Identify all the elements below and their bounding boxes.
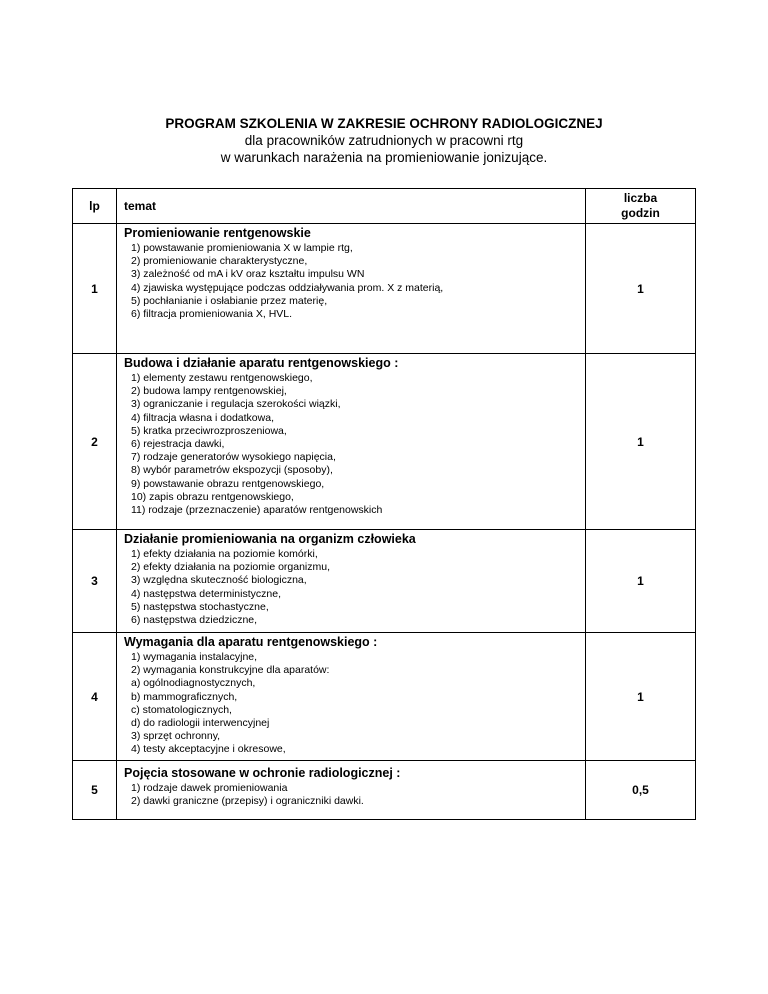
list-item: 3) zależność od mA i kV oraz kształtu impulsu WN [131, 268, 365, 281]
topic-items-list [124, 782, 585, 808]
topic-items-list [124, 548, 585, 627]
list-item: 5) kratka przeciwrozproszeniowa, [131, 424, 287, 437]
topic-cell [117, 761, 586, 820]
hours-count: 0,5 [586, 761, 696, 820]
column-header-hours-line-2: godzin [621, 206, 660, 220]
list-item: 7) rodzaje generatorów wysokiego napięcia, [131, 451, 336, 464]
table-row [73, 224, 696, 354]
list-item: 2) wymagania konstrukcyjne dla aparatów: [131, 664, 330, 677]
list-item: 2) efekty działania na poziomie organizmu, [131, 561, 331, 574]
list-item: 6) rejestracja dawki, [131, 438, 225, 451]
topic-title: Budowa i działanie aparatu rentgenowskiego : [124, 356, 399, 370]
list-item: 1) efekty działania na poziomie komórki, [131, 548, 318, 560]
document-title: PROGRAM SZKOLENIA W ZAKRESIE OCHRONY RADIOLOGICZNEJ [165, 116, 603, 131]
table-row [73, 633, 696, 761]
list-item: 5) pochłanianie i osłabianie przez materię, [131, 294, 328, 307]
list-item: 2) promieniowanie charakterystyczne, [131, 255, 308, 268]
column-header-temat: temat [117, 189, 586, 224]
table-row [73, 354, 696, 530]
document-header [0, 116, 768, 166]
list-item: d) do radiologii interwencyjnej [131, 717, 270, 730]
list-item: 3) względna skuteczność biologiczna, [131, 574, 307, 587]
list-item: 6) następstwa dziedziczne, [131, 614, 258, 627]
list-item: 2) budowa lampy rentgenowskiej, [131, 385, 287, 398]
topic-cell [117, 354, 586, 530]
list-item: a) ogólnodiagnostycznych, [131, 677, 256, 690]
topic-title: Promieniowanie rentgenowskie [124, 226, 311, 240]
column-header-hours-line-1: liczba [623, 191, 658, 205]
list-item: 4) filtracja własna i dodatkowa, [131, 411, 274, 424]
topic-title: Wymagania dla aparatu rentgenowskiego : [124, 635, 378, 649]
topic-cell [117, 224, 586, 354]
list-item: 3) sprzęt ochronny, [131, 730, 221, 743]
list-item: 3) ograniczanie i regulacja szerokości wiązki, [131, 398, 341, 411]
list-item: 2) dawki graniczne (przepisy) i ograniczniki dawki. [131, 795, 364, 808]
document-subtitle-line-2: w warunkach narażenia na promieniowanie jonizujące. [220, 150, 548, 165]
list-item: 1) wymagania instalacyjne, [131, 651, 258, 663]
list-item: 10) zapis obrazu rentgenowskiego, [131, 490, 294, 503]
topic-cell [117, 633, 586, 761]
topic-title: Pojęcia stosowane w ochronie radiologicznej : [124, 766, 401, 780]
list-item: 8) wybór parametrów ekspozycji (sposoby), [131, 464, 333, 477]
table-header-row [73, 189, 696, 224]
table-row [73, 761, 696, 820]
row-number: 1 [73, 224, 117, 354]
list-item: 9) powstawanie obrazu rentgenowskiego, [131, 477, 325, 490]
row-number: 4 [73, 633, 117, 761]
list-item: 4) następstwa deterministyczne, [131, 587, 281, 600]
topic-items-list [124, 651, 585, 757]
hours-count: 1 [586, 354, 696, 530]
hours-count: 1 [586, 633, 696, 761]
list-item: 11) rodzaje (przeznaczenie) aparatów rentgenowskich [131, 504, 383, 517]
training-program-table [72, 188, 696, 820]
topic-items-list [124, 372, 585, 517]
list-item: 6) filtracja promieniowania X, HVL. [131, 308, 293, 321]
list-item: 5) następstwa stochastyczne, [131, 600, 269, 613]
row-number: 5 [73, 761, 117, 820]
table-row [73, 530, 696, 633]
list-item: 4) testy akceptacyjne i okresowe, [131, 743, 286, 756]
hours-count: 1 [586, 224, 696, 354]
column-header-lp: lp [73, 189, 117, 224]
list-item: 1) rodzaje dawek promieniowania [131, 782, 288, 794]
row-number: 3 [73, 530, 117, 633]
list-item: c) stomatologicznych, [131, 703, 232, 716]
document-subtitle-line-1: dla pracowników zatrudnionych w pracowni rtg [244, 133, 524, 148]
list-item: 4) zjawiska występujące podczas oddziaływania prom. X z materią, [131, 281, 444, 294]
topic-title: Działanie promieniowania na organizm człowieka [124, 532, 416, 546]
hours-count: 1 [586, 530, 696, 633]
column-header-hours [586, 189, 696, 224]
topic-cell [117, 530, 586, 633]
row-number: 2 [73, 354, 117, 530]
list-item: 1) powstawanie promieniowania X w lampie rtg, [131, 242, 353, 254]
topic-items-list [124, 242, 585, 321]
list-item: 1) elementy zestawu rentgenowskiego, [131, 372, 313, 384]
list-item: b) mammograficznych, [131, 690, 238, 703]
